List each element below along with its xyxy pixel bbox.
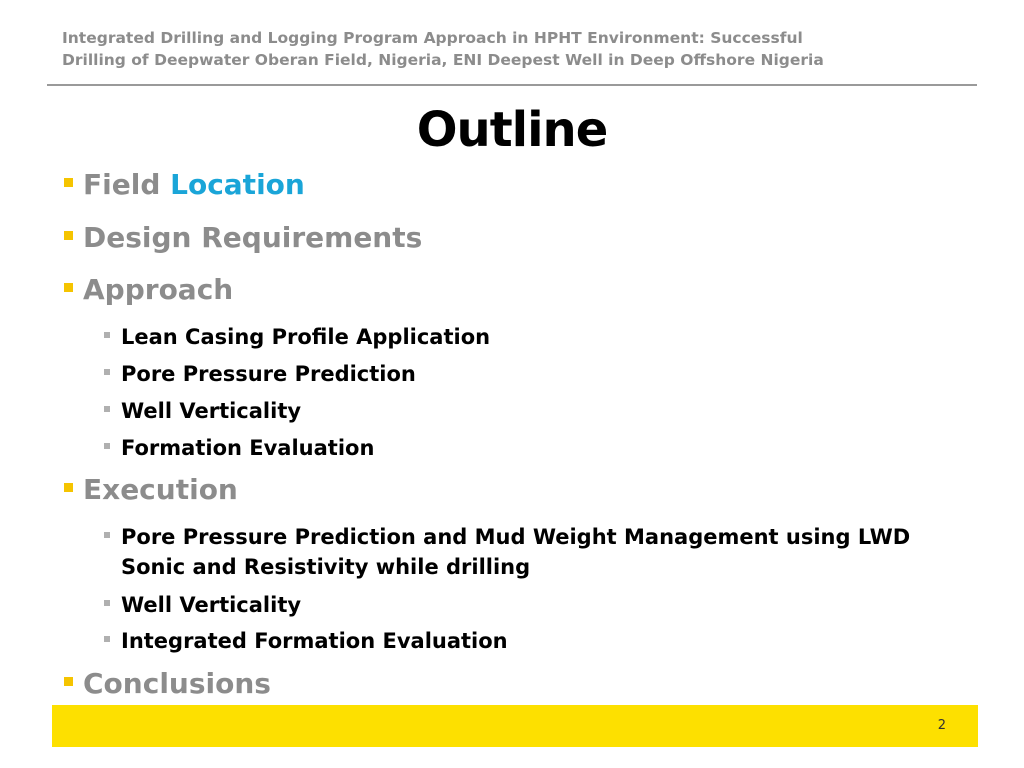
sub-item-label: Formation Evaluation xyxy=(121,436,375,460)
header-line-2: Drilling of Deepwater Oberan Field, Nigeria, ENI Deepest Well in Deep Offshore Nigeria xyxy=(62,51,824,69)
field-text: Field xyxy=(83,168,171,201)
header-line-1: Integrated Drilling and Logging Program Approach in HPHT Environment: Successful xyxy=(62,29,803,47)
outline-item-label: Execution xyxy=(83,473,238,506)
footer-bar xyxy=(52,705,978,747)
sub-item-label: Pore Pressure Prediction and Mud Weight Management using LWD Sonic and Resistivity while drilling xyxy=(121,525,911,579)
small-square-bullet-icon xyxy=(104,369,110,375)
sub-item-label: Well Verticality xyxy=(121,593,302,617)
square-bullet-icon xyxy=(64,231,73,240)
outline-item-label xyxy=(83,168,305,202)
small-square-bullet-icon xyxy=(104,332,110,338)
small-square-bullet-icon xyxy=(104,406,110,412)
page-number: 2 xyxy=(937,718,946,733)
sub-item-label: Well Verticality xyxy=(121,399,302,423)
slide-title: Outline xyxy=(416,102,608,158)
location-highlight-text: Location xyxy=(170,168,305,201)
outline-item-label: Approach xyxy=(83,273,234,306)
sub-item-label: Pore Pressure Prediction xyxy=(121,362,416,386)
square-bullet-icon xyxy=(64,178,73,187)
presentation-header xyxy=(62,27,962,71)
header-divider xyxy=(47,84,977,86)
outline-item-label: Design Requirements xyxy=(83,221,423,254)
small-square-bullet-icon xyxy=(104,532,110,538)
small-square-bullet-icon xyxy=(104,600,110,606)
square-bullet-icon xyxy=(64,283,73,292)
square-bullet-icon xyxy=(64,483,73,492)
small-square-bullet-icon xyxy=(104,443,110,449)
sub-item-label: Integrated Formation Evaluation xyxy=(121,629,508,653)
outline-item-label: Conclusions xyxy=(83,667,271,700)
sub-item-label: Lean Casing Profile Application xyxy=(121,325,491,349)
square-bullet-icon xyxy=(64,677,73,686)
small-square-bullet-icon xyxy=(104,636,110,642)
